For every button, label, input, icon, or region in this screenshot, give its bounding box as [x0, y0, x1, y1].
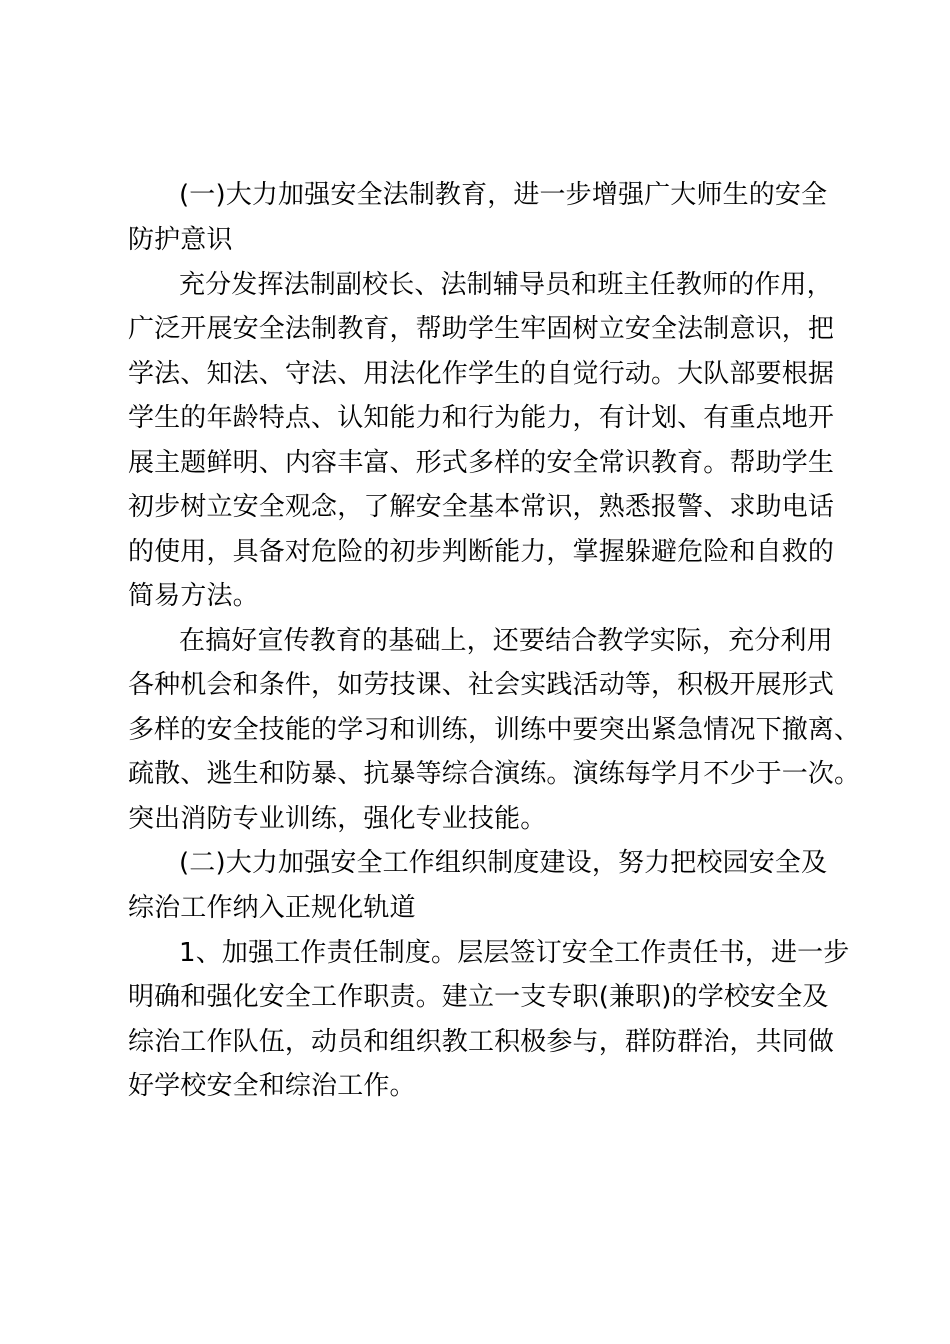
paragraph-1-line-1: 充分发挥法制副校长、法制辅导员和班主任教师的作用， [179, 270, 833, 300]
paragraph-2-line-5: 突出消防专业训练，强化专业技能。 [128, 804, 547, 834]
paragraph-1-line-6: 初步树立安全观念，了解安全基本常识，熟悉报警、求助电话 [128, 492, 835, 522]
paragraph-1-line-7: 的使用，具备对危险的初步判断能力，掌握躲避危险和自救的 [128, 537, 835, 567]
paragraph-2-line-2: 各种机会和条件，如劳技课、社会实践活动等，积极开展形式 [128, 670, 835, 700]
paragraph-1-line-3: 学法、知法、守法、用法化作学生的自觉行动。大队部要根据 [128, 359, 835, 389]
paragraph-1-line-8: 简易方法。 [128, 581, 259, 611]
section-1-heading-line-1: (一)大力加强安全法制教育，进一步增强广大师生的安全 [179, 180, 828, 210]
paragraph-1-line-4: 学生的年龄特点、认知能力和行为能力，有计划、有重点地开 [128, 403, 835, 433]
paragraph-3-line-3: 综治工作队伍，动员和组织教工积极参与，群防群治，共同做 [128, 1027, 835, 1057]
section-2-heading-line-2: 综治工作纳入正规化轨道 [128, 893, 416, 923]
paragraph-2-line-1: 在搞好宣传教育的基础上，还要结合教学实际，充分利用 [179, 626, 833, 656]
paragraph-3-line-4: 好学校安全和综治工作。 [128, 1071, 416, 1101]
section-2-heading-line-1: (二)大力加强安全工作组织制度建设，努力把校园安全及 [179, 848, 828, 878]
paragraph-1-line-5: 展主题鲜明、内容丰富、形式多样的安全常识教育。帮助学生 [128, 448, 835, 478]
paragraph-2-line-3: 多样的安全技能的学习和训练，训练中要突出紧急情况下撤离、 [128, 715, 861, 745]
section-1-heading-line-2: 防护意识 [128, 225, 233, 255]
paragraph-2-line-4: 疏散、逃生和防暴、抗暴等综合演练。演练每学月不少于一次。 [128, 759, 861, 789]
paragraph-1-line-2: 广泛开展安全法制教育，帮助学生牢固树立安全法制意识，把 [128, 314, 835, 344]
paragraph-3-line-2: 明确和强化安全工作职责。建立一支专职(兼职)的学校安全及 [128, 982, 829, 1012]
paragraph-3-line-1: 1、加强工作责任制度。层层签订安全工作责任书，进一步 [179, 938, 850, 968]
